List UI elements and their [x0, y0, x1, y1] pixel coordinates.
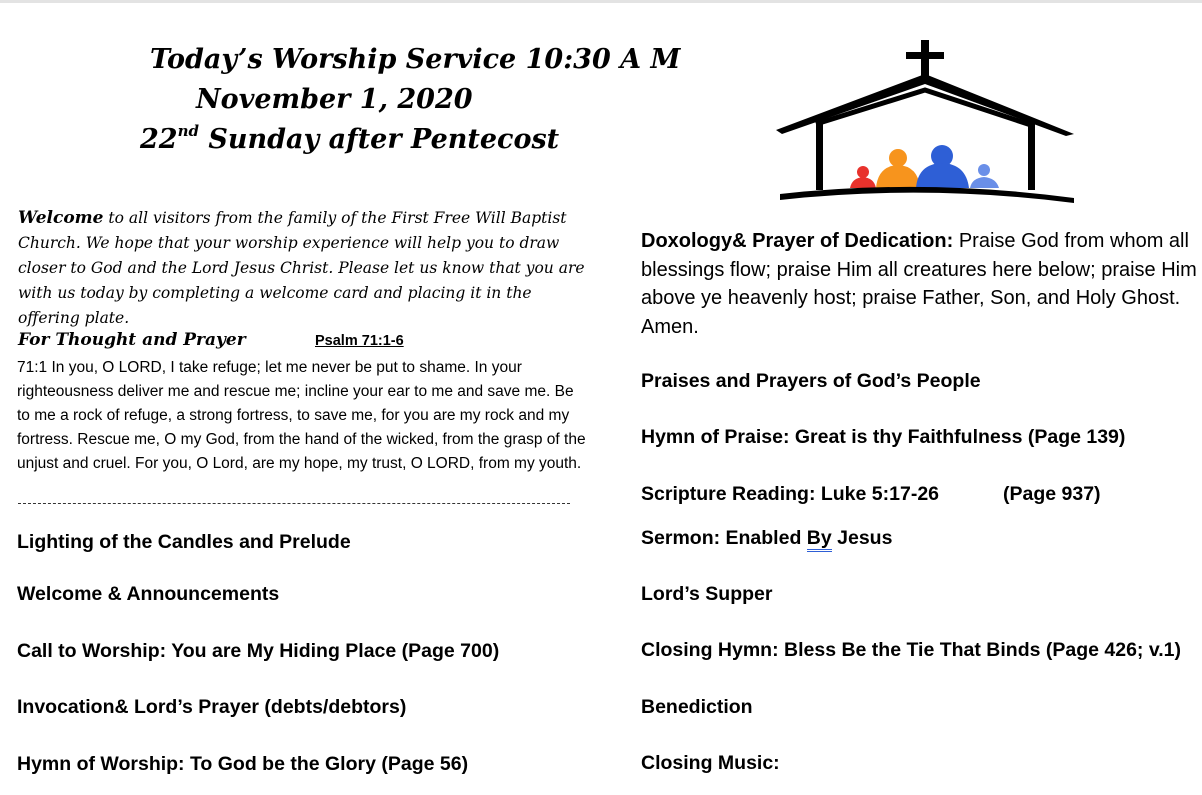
doxology-label: Doxology& Prayer of Dedication:: [641, 230, 954, 252]
order-item-closing-hymn: Closing Hymn: Bless Be the Tie That Binds (Page 426; v.1): [641, 639, 1181, 661]
section-divider: [18, 503, 570, 504]
order-item-hymn-praise: Hymn of Praise: Great is thy Faithfulness (Page 139): [641, 426, 1126, 448]
scripture-page: (Page 937): [1003, 483, 1101, 505]
order-item-welcome: Welcome & Announcements: [17, 583, 280, 605]
doxology-text: Praise God from whom all blessings flow; praise Him all creatures here below; praise Him above ye heavenly host; praise Father, Son, and Holy Ghost. Amen.: [641, 230, 1197, 338]
welcome-lead: Welcome: [18, 208, 104, 228]
sermon-prefix: Sermon: Enabled: [641, 527, 807, 549]
psalm-text: 71:1 In you, O LORD, I take refuge; let me never be put to shame. In your righteousness deliver me and rescue me; incline your ear to me and save me. Be to me a rock of refuge, a strong fortress, to save me, for you are my rock and my fortress. Rescue me, O my God, from the hand of the wicked, from the grasp of the unjust and cruel. For you, O Lord, are my hope, my trust, O LORD, from my youth.: [17, 359, 586, 472]
order-item-benediction: Benediction: [641, 696, 753, 718]
order-item-closing-music: Closing Music:: [641, 752, 780, 774]
sermon-by-word: By: [807, 527, 832, 552]
sermon-suffix: Jesus: [831, 527, 893, 549]
occasion-number: 22: [140, 124, 178, 155]
order-item-call-to-worship: Call to Worship: You are My Hiding Place (Page 700): [17, 640, 500, 662]
church-family-icon: [772, 38, 1078, 206]
order-item-candles: Lighting of the Candles and Prelude: [17, 531, 351, 553]
window-top-edge: [0, 0, 1202, 3]
order-item-scripture: Scripture Reading: Luke 5:17-26: [641, 483, 940, 505]
order-item-lords-supper: Lord’s Supper: [641, 583, 773, 605]
order-item-praises: Praises and Prayers of God’s People: [641, 370, 981, 392]
occasion-suffix: nd: [177, 122, 199, 140]
prayer-heading: For Thought and Prayer: [18, 330, 246, 350]
psalm-reference: Psalm 71:1-6: [315, 333, 404, 349]
occasion-text: Sunday after Pentecost: [198, 124, 560, 155]
order-item-hymn-worship: Hymn of Worship: To God be the Glory (Page 56): [17, 753, 469, 775]
order-item-invocation: Invocation& Lord’s Prayer (debts/debtors): [17, 696, 407, 718]
order-item-sermon: [641, 527, 892, 550]
welcome-paragraph: [18, 206, 588, 331]
service-occasion: [140, 124, 559, 155]
welcome-text: to all visitors from the family of the First Free Will Baptist Church. We hope that your worship experience will help you to draw closer to God and the Lord Jesus Christ. Please let us know that you are with us today by completing a welcome card and placing it in the offering plate.: [18, 209, 585, 327]
service-date: November 1, 2020: [196, 84, 473, 115]
service-title: Today’s Worship Service 10:30 A M: [150, 44, 681, 75]
doxology-paragraph: [641, 227, 1201, 341]
